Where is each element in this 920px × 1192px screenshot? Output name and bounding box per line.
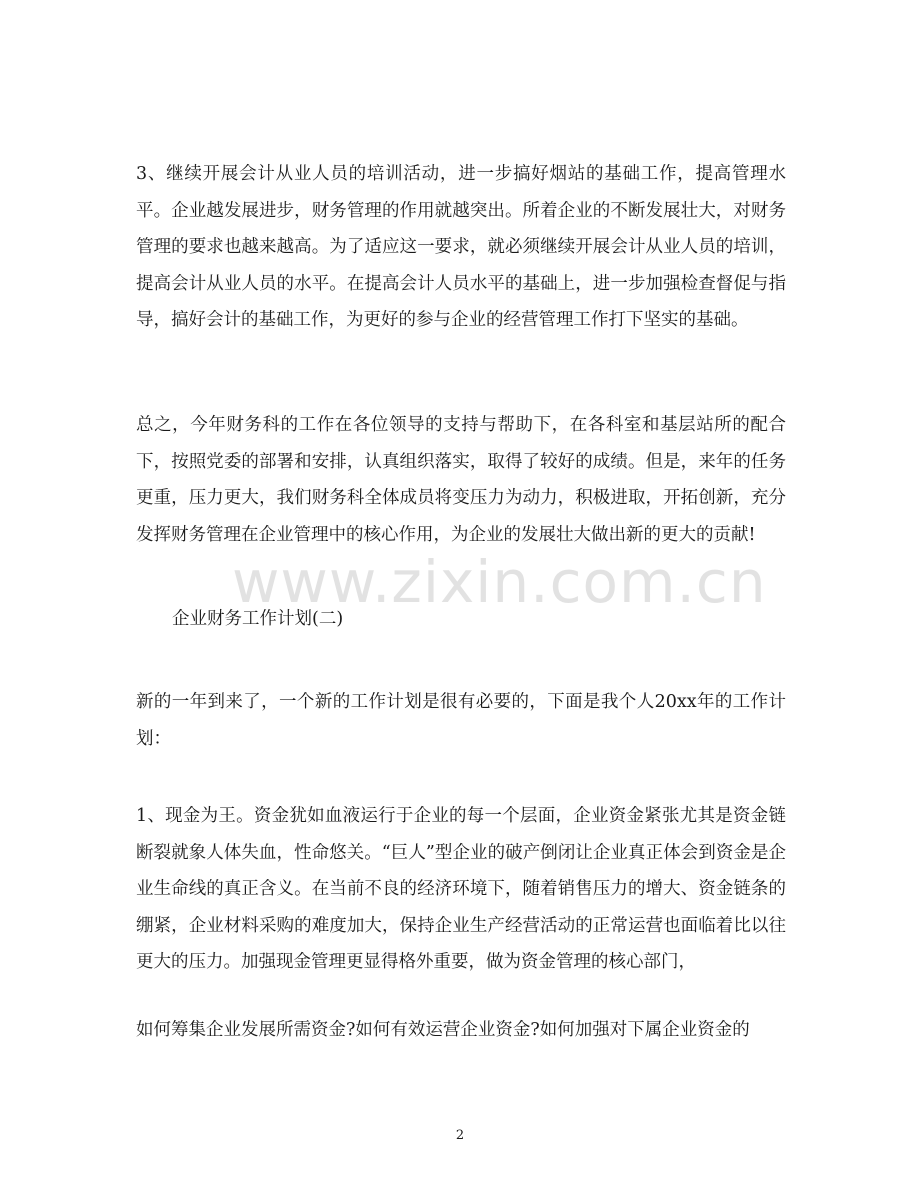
paragraph-accounting-training: 3、继续开展会计从业人员的培训活动，进一步搞好烟站的基础工作，提高管理水平。企业越发展进步，财务管理的作用就越突出。所着企业的不断发展壮大，对财务管理的要求也越来越高。为了适应这一要求，就必须继续开展会计从业人员的培训，提高会计从业人员的水平。在提高会计人员水平的基础上，进一步加强检查督促与指导，搞好会计的基础工作，为更好的参与企业的经营管理工作打下坚实的基础。	[136, 164, 786, 331]
paragraph-cash-is-king: 1、现金为王。资金犹如血液运行于企业的每一个层面，企业资金紧张尤其是资金链断裂就象人体失血，性命悠关。“巨人”型企业的破产倒闭让企业真正体会到资金是企业生命线的真正含义。在当前不良的经济环境下，随着销售压力的增大、资金链条的绷紧，企业材料采购的难度加大，保持企业生产经营活动的正常运营也面临着比以往更大的压力。加强现金管理更显得格外重要，做为资金管理的核心部门，	[136, 806, 786, 973]
page-number: 2	[455, 1128, 465, 1143]
section-subtitle: 企业财务工作计划(二)	[172, 609, 344, 629]
watermark: www.zixin.com.cn	[232, 548, 767, 616]
paragraph-funding-questions: 如何筹集企业发展所需资金?如何有效运营企业资金?如何加强对下属企业资金的	[136, 1020, 750, 1040]
paragraph-new-year-intro: 新的一年到来了，一个新的工作计划是很有必要的，下面是我个人20xx年的工作计划：	[136, 692, 786, 749]
paragraph-summary: 总之，今年财务科的工作在各位领导的支持与帮助下，在各科室和基层站所的配合下，按照党委的部署和安排，认真组织落实，取得了较好的成绩。但是，来年的任务更重，压力更大，我们财务科全体成员将变压力为动力，积极进取，开拓创新，充分发挥财务管理在企业管理中的核心作用，为企业的发展壮大做出新的更大的贡献!	[136, 415, 786, 545]
